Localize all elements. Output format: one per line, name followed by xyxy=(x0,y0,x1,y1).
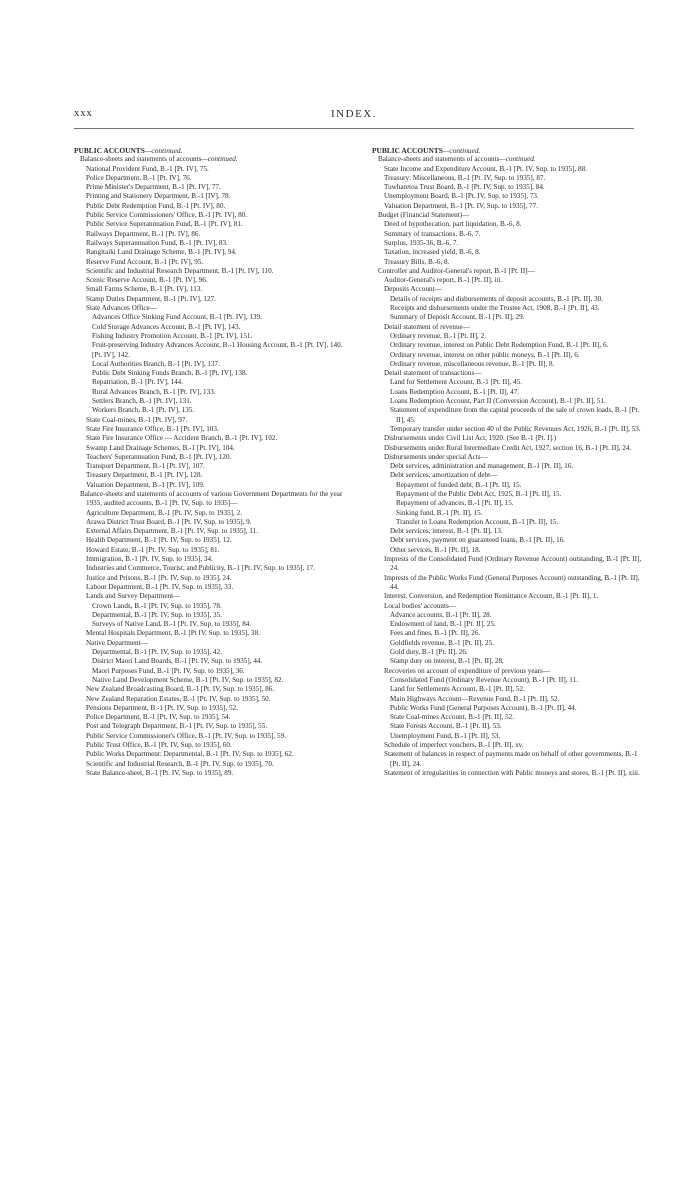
index-entry-text: Stamp duty on interest, B.-1 [Pt. II], 28. xyxy=(390,657,504,666)
index-entry xyxy=(372,295,642,304)
index-entry xyxy=(372,499,642,508)
index-entry xyxy=(372,676,642,685)
index-entry-text: Transfer to Loans Redemption Account, B.-1 [Pt. II], 15. xyxy=(396,517,559,526)
index-entry-text: Land for Settlement Account, B.-1 [Pt. II], 45. xyxy=(390,378,523,387)
index-entry-text: Statement of expenditure from the capital proceeds of the sale of crown loads, B.-1 [Pt. II], 45. xyxy=(390,406,640,424)
index-entry xyxy=(372,732,642,741)
index-entry xyxy=(74,332,344,341)
index-entry-text: PUBLIC ACCOUNTS xyxy=(74,146,145,155)
index-entry xyxy=(372,685,642,694)
index-entry xyxy=(372,397,642,406)
index-entry xyxy=(74,555,344,564)
index-entry-text: Printing and Stationery Department, B.-1 [IV], 78. xyxy=(86,192,231,201)
index-entry-text: State Income and Expenditure Account, B.-1 [Pt. IV, Sup. to 1935], 88. xyxy=(384,164,587,173)
index-entry-text: Public Debt Sinking Funds Branch, B.-1 [Pt. IV], 138. xyxy=(92,369,248,378)
index-entry-text: Fishing Industry Promotion Account, B.-1 [Pt. IV], 151. xyxy=(92,331,253,340)
index-entry-text: Controller and Auditor-General's report, B.-1 [Pt. II]— xyxy=(378,266,535,275)
index-entry xyxy=(74,620,344,629)
index-entry xyxy=(74,509,344,518)
index-entry-text: Ordinary revenue, B.-1 [Pt. II], 2. xyxy=(390,331,486,340)
index-entry-text: Native Department— xyxy=(86,638,148,647)
index-entry xyxy=(74,629,344,638)
index-entry-text: Disbursements under special Acts— xyxy=(384,452,488,461)
index-entry xyxy=(74,527,344,536)
index-entry xyxy=(74,685,344,694)
index-entry xyxy=(74,351,344,360)
index-entry-text: State Fire Insurance Office, B.-1 [Pt. IV], 103. xyxy=(86,424,219,433)
index-entry xyxy=(372,611,642,620)
index-entry xyxy=(372,192,642,201)
index-entry-text: Deposits Account— xyxy=(384,285,442,294)
index-entry-text: Repayment of funded debt, B.-1 [Pt. II], 15. xyxy=(396,480,522,489)
index-entry-text: PUBLIC ACCOUNTS xyxy=(372,146,443,155)
index-entry xyxy=(372,202,642,211)
index-entry xyxy=(74,769,344,778)
index-entry xyxy=(372,360,642,369)
index-entry xyxy=(74,583,344,592)
index-entry-text: Ordinary revenue, miscellaneous revenue, B.-1 [Pt. II], 8. xyxy=(390,359,555,368)
index-entry-text: Schedule of imperfect vouchers, B.-1 [Pt. II], xv. xyxy=(384,741,524,749)
index-entry-text: Unemployment Fund, B.-1 [Pt. II], 53. xyxy=(390,731,501,740)
index-entry-text: [Pt. IV], 142. xyxy=(92,350,130,359)
index-entry xyxy=(74,434,344,443)
index-entry xyxy=(74,267,344,276)
index-entry xyxy=(372,769,642,778)
index-entry-text: National Provident Fund, B.-1 [Pt. IV], 75. xyxy=(86,164,209,173)
index-entry xyxy=(372,285,642,294)
index-entry xyxy=(372,555,642,574)
index-entry-text: Endowment of land, B.-1 [Pt. II], 25. xyxy=(390,620,496,629)
index-entry xyxy=(74,183,344,192)
index-entry xyxy=(372,313,642,322)
index-entry xyxy=(74,722,344,731)
index-entry-text: Unemployment Board, B.-1 [Pt. IV, Sup. to 1935], 73. xyxy=(384,192,539,201)
index-entry xyxy=(372,267,642,276)
index-entry-text: Treasury: Miscellaneous, B.-1 [Pt. IV, Sup. to 1935], 87. xyxy=(384,173,546,182)
index-entry xyxy=(74,657,344,666)
index-heading xyxy=(372,146,642,155)
index-entry-text: Fruit-preserving Industry Advances Account, B.-1 Housing Account, B.-1 [Pt. IV], 140. xyxy=(92,341,343,350)
index-entry xyxy=(372,592,642,601)
continued-label: —continued. xyxy=(144,146,183,155)
index-entry-text: Local Authorities Branch, B.-1 [Pt. IV], 137. xyxy=(92,359,220,368)
index-entry-text: Repayment of advances, B.-1 [Pt. II], 15. xyxy=(396,499,514,508)
index-entry xyxy=(74,741,344,750)
index-entry xyxy=(74,211,344,220)
index-entry xyxy=(372,304,642,313)
index-entry xyxy=(74,462,344,471)
index-entry xyxy=(372,378,642,387)
index-entry xyxy=(74,732,344,741)
continued-label: —continued. xyxy=(442,146,481,155)
index-entry-text: Advances Office Sinking Fund Account, B.-1 [Pt. IV], 139. xyxy=(92,313,262,322)
index-entry xyxy=(372,155,642,164)
index-entry-text: Debt services, amortization of debt— xyxy=(390,471,498,480)
index-entry xyxy=(372,509,642,518)
index-entry-text: Balance-sheets and statements of accounts xyxy=(80,155,202,164)
index-entry-text: Valuation Department, B.-1 [Pt. IV, Sup. to 1935], 77. xyxy=(384,201,538,210)
index-entry xyxy=(74,295,344,304)
index-entry-text: Auditor-General's report, B.-1 [Pt. II], iii. xyxy=(384,276,503,285)
page-title: INDEX. xyxy=(331,108,377,120)
index-entry xyxy=(372,406,642,425)
index-entry-text: Detail statement of transactions— xyxy=(384,369,482,378)
index-entry-text: Prime Minister's Department, B.-1 [Pt. IV], 77. xyxy=(86,183,221,192)
index-entry xyxy=(74,546,344,555)
index-entry-text: Ordinary revenue, interest on Public Debt Redemption Fund, B.-1 [Pt. II], 6. xyxy=(390,341,609,350)
index-entry xyxy=(74,453,344,462)
index-entry xyxy=(74,397,344,406)
index-entry-text: State Coal-mines, B.-1 [Pt. IV], 97. xyxy=(86,415,188,424)
index-entry-text: Taxation, increased yield, B.-6, 8. xyxy=(384,248,481,257)
index-entry xyxy=(74,481,344,490)
index-entry xyxy=(372,388,642,397)
continued-label: —continued. xyxy=(499,155,536,164)
index-entry-text: Rural Advances Branch, B.-1 [Pt. IV], 133. xyxy=(92,387,216,396)
index-entry-text: Disbursements under Rural Intermediate Credit Act, 1927, section 16, B.-1 [Pt. II], 24. xyxy=(384,443,632,452)
index-entry xyxy=(74,202,344,211)
index-entry xyxy=(372,750,642,769)
index-entry xyxy=(372,629,642,638)
index-entry xyxy=(74,388,344,397)
index-entry xyxy=(74,323,344,332)
index-entry-text: Post and Telegraph Department, B.-1 [Pt. IV, Sup. to 1935], 55. xyxy=(86,722,268,731)
page-number: xxx xyxy=(74,108,93,119)
index-entry xyxy=(372,546,642,555)
index-entry xyxy=(372,490,642,499)
index-entry xyxy=(74,648,344,657)
index-entry xyxy=(74,760,344,769)
index-entry xyxy=(372,332,642,341)
index-heading xyxy=(74,146,344,155)
index-entry-text: Rangitaiki Land Drainage Scheme, B.-1 [Pt. IV], 94. xyxy=(86,248,237,257)
index-entry xyxy=(74,174,344,183)
index-entry-text: Advance accounts, B.-1 [Pt. II], 28. xyxy=(390,610,492,619)
index-entry-text: Statement of balances in respect of payments made on behalf of other governments, B.-1 [Pt. II], 24. xyxy=(384,750,638,768)
index-column-left xyxy=(74,146,344,778)
index-entry xyxy=(74,695,344,704)
index-entry-text: Summary of transactions, B.-6, 7. xyxy=(384,229,481,238)
index-entry xyxy=(372,527,642,536)
index-entry-text: Other services, B.-1 [Pt. II], 18. xyxy=(390,545,481,554)
index-entry-text: Arawa District Trust Board, B.-1 [Pt. IV, Sup. to 1935], 9. xyxy=(86,517,252,526)
index-entry-text: Railways Department, B.-1 [Pt. IV], 86. xyxy=(86,229,201,238)
index-entry xyxy=(372,536,642,545)
index-entry-text: Budget (Financial Statement)— xyxy=(378,211,470,220)
index-entry xyxy=(74,239,344,248)
index-entry-text: Native Land Development Scheme, B.-1 [Pt. IV, Sup. to 1935], 82. xyxy=(92,675,284,684)
index-entry-text: Disbursements under Civil List Act, 1920. (See B.-1 [Pt. I].) xyxy=(384,434,557,443)
index-entry-text: Balance-sheets and statements of accounts xyxy=(378,155,500,164)
index-entry-text: Reserve Fund Account, B.-1 [Pt. IV], 95. xyxy=(86,257,204,266)
index-entry-text: Imprests of the Public Works Fund (General Purposes Account) outstanding, B.-1 [Pt. II], 44. xyxy=(384,573,640,591)
index-entry xyxy=(372,667,642,676)
index-entry-text: Recoveries on account of expenditure of previous years— xyxy=(384,666,550,675)
index-entry xyxy=(372,276,642,285)
index-entry-text: Teachers' Superannuation Fund, B.-1 [Pt. IV], 120. xyxy=(86,452,232,461)
index-entry xyxy=(372,248,642,257)
index-entry xyxy=(372,211,642,220)
index-entry xyxy=(74,564,344,573)
index-entry xyxy=(372,722,642,731)
index-entry xyxy=(74,602,344,611)
index-entry xyxy=(74,369,344,378)
index-entry-text: State Advances Office— xyxy=(86,304,157,313)
index-entry xyxy=(372,341,642,350)
header-rule xyxy=(74,128,634,129)
index-entry-text: State Balance-sheet, B.-1 [Pt. IV, Sup. to 1935], 89. xyxy=(86,768,234,777)
index-entry xyxy=(74,258,344,267)
index-entry-text: Main Highways Account—Revenue Fund, B.-1 [Pt. II], 52. xyxy=(390,694,560,703)
index-entry xyxy=(372,369,642,378)
continued-label: —continued. xyxy=(201,155,238,164)
index-entry-text: Departmental, B.-1 [Pt. IV, Sup. to 1935], 42. xyxy=(92,648,222,657)
index-entry xyxy=(74,155,344,164)
index-entry-text: Debt services, administration and management, B.-1 [Pt. II], 16. xyxy=(390,462,574,471)
index-entry-text: Workers Branch, B.-1 [Pt. IV], 135. xyxy=(92,406,195,415)
index-entry-text: Swamp Land Drainage Schemes, B.-1 [Pt. IV], 104. xyxy=(86,443,235,452)
index-entry xyxy=(74,416,344,425)
index-entry xyxy=(74,192,344,201)
index-entry xyxy=(74,713,344,722)
index-entry-text: Ordinary revenue, interest on other public moneys, B.-1 [Pt. II], 6. xyxy=(390,350,580,359)
index-entry-text: Public Service Superannuation Fund, B.-1 [Pt. IV], 81. xyxy=(86,220,243,229)
index-entry xyxy=(372,462,642,471)
index-entry-text: Fees and fines, B.-1 [Pt. II], 26. xyxy=(390,629,481,638)
index-entry-text: Health Department, B.-1 [Pt. IV, Sup. to 1935], 12. xyxy=(86,536,232,545)
page-header xyxy=(74,108,634,124)
index-entry-text: Statement of irregularities in connection with Public moneys and stores, B.-1 [Pt. II], xiii. xyxy=(384,768,640,777)
index-entry xyxy=(372,230,642,239)
index-entry-text: Receipts and disbursements under the Trustee Act, 1908, B.-1 [Pt. II], 43. xyxy=(390,304,600,313)
index-entry xyxy=(74,667,344,676)
index-entry xyxy=(372,657,642,666)
index-entry xyxy=(74,639,344,648)
index-entry xyxy=(74,313,344,322)
index-entry-text: Mental Hospitals Department, B.-1 [Pt IV, Sup. to 1935], 38. xyxy=(86,629,260,638)
index-entry-text: Railways Superannuation Fund, B.-1 [Pt. IV], 83. xyxy=(86,238,228,247)
index-entry-text: Agriculture Department, B.-1 [Pt. IV, Sup. to 1935], 2. xyxy=(86,508,242,517)
index-entry-text: Public Debt Redemption Fund, B.-1 [Pt. IV], 80. xyxy=(86,201,226,210)
index-entry-text: Departmental, B.-1 [Pt. IV, Sup. to 1935], 35. xyxy=(92,610,222,619)
index-entry xyxy=(74,248,344,257)
index-entry xyxy=(372,444,642,453)
index-entry-text: District Maori Land Boards, B.-1 [Pt. IV, Sup. to 1935], 44. xyxy=(92,657,263,666)
index-entry xyxy=(372,174,642,183)
index-entry-text: Scientific and Industrial Research, B.-1 [Pt. IV, Sup. to 1935], 70. xyxy=(86,759,274,768)
index-entry xyxy=(372,165,642,174)
index-entry xyxy=(372,704,642,713)
index-entry xyxy=(74,471,344,480)
index-entry-text: Immigration, B.-1 [Pt. IV, Sup. to 1935], 34. xyxy=(86,555,213,564)
index-entry-text: Labour Department, B.-1 [Pt. IV, Sup. to 1935], 33. xyxy=(86,582,234,591)
index-entry-text: Debt services, interest, B.-1 [Pt. II], 13. xyxy=(390,527,503,536)
index-entry-text: Summary of Deposit Account, B.-1 [Pt. II], 29. xyxy=(390,313,525,322)
index-entry-text: Surveys of Native Land, B.-1 [Pt. IV, Sup. to 1935], 84. xyxy=(92,620,252,629)
index-entry-text: Maori Purposes Fund, B.-1 [Pt. IV, Sup. to 1935], 36. xyxy=(92,666,245,675)
index-entry-text: Industries and Commerce, Tourist, and Publicity, B.-1 [Pt. IV, Sup. to 1935], 17. xyxy=(86,564,316,573)
index-entry-text: Crown Lands, B.-1 [Pt. IV, Sup. to 1935], 78. xyxy=(92,601,222,610)
index-entry xyxy=(74,276,344,285)
index-entry-text: State Coal-mines Account, B.-1 [Pt. II], 52. xyxy=(390,713,514,722)
index-column-right xyxy=(372,146,642,778)
index-entry xyxy=(74,285,344,294)
index-entry xyxy=(74,536,344,545)
index-entry-text: Public Works Department: Departmental, B.-1 [Pt. IV, Sup. to 1935], 62. xyxy=(86,750,294,759)
index-entry xyxy=(372,602,642,611)
index-entry xyxy=(74,360,344,369)
index-entry xyxy=(372,258,642,267)
index-entry-text: Loans Redemption Account, B.-1 [Pt. II], 47. xyxy=(390,387,520,396)
index-entry xyxy=(372,639,642,648)
index-entry-text: Tuwharetoa Trust Board, B.-1 [Pt. IV, Sup. to 1935], 84. xyxy=(384,183,545,192)
index-entry xyxy=(372,620,642,629)
index-entry-text: Lands and Survey Department— xyxy=(86,592,181,601)
index-entry-text: Pensions Department, B.-1 [Pt. IV, Sup. to 1935], 52. xyxy=(86,703,238,712)
index-entry-text: Sinking fund, B.-1 [Pt. II], 15. xyxy=(396,508,483,517)
index-entry-text: Goldfields revenue, B.-1 [Pt. II], 25. xyxy=(390,638,494,647)
index-entry xyxy=(372,183,642,192)
index-entry-text: Small Farms Scheme, B.-1 [Pt. IV], 113. xyxy=(86,285,203,294)
index-entry-text: Details of receipts and disbursements of deposit accounts, B.-1 [Pt. II], 30. xyxy=(390,294,603,303)
index-entry-text: Local bodies' accounts— xyxy=(384,601,456,610)
index-entry-text: Public Trust Office, B.-1 [Pt. IV, Sup. to 1935], 60. xyxy=(86,741,232,749)
index-entry-text: Surplus, 1935-36, B.-6, 7. xyxy=(384,238,459,247)
index-entry-text: Debt services, payment on guaranteed loans, B.-1 [Pt. II], 16. xyxy=(390,536,566,545)
index-entry-text: New Zealand Reparation Estates, B.-1 [Pt. IV, Sup. to 1935], 50. xyxy=(86,694,271,703)
index-entry-text: State Forests Account, B.-1 [Pt. II], 53. xyxy=(390,722,502,731)
index-entry-text: Loans Redemption Account, Part II (Conversion Account), B.-1 [Pt. II], 51. xyxy=(390,397,606,406)
index-entry-text: Deed of hypothecation, part liquidation, B.-6, 8. xyxy=(384,220,522,229)
index-entry xyxy=(74,490,344,509)
index-entry-text: Interest, Conversion, and Redemption Remittance Account, B.-1 [Pt. II], 1. xyxy=(384,592,599,601)
index-entry xyxy=(74,611,344,620)
index-entry xyxy=(74,425,344,434)
index-entry xyxy=(74,704,344,713)
index-entry-text: Land for Settlements Account, B.-1 [Pt. II], 52. xyxy=(390,685,525,694)
index-entry-text: Treasury Bills, B.-6, 8. xyxy=(384,257,450,266)
index-entry xyxy=(372,713,642,722)
index-entry-text: Detail statement of revenue— xyxy=(384,322,470,331)
index-entry xyxy=(372,220,642,229)
index-entry xyxy=(74,676,344,685)
index-entry-text: Howard Estate, B.-1 [Pt. IV, Sup. to 1935], 81. xyxy=(86,545,220,554)
index-entry xyxy=(372,648,642,657)
index-entry-text: Treasury Department, B.-1 [Pt. IV], 128. xyxy=(86,471,203,480)
index-entry xyxy=(372,323,642,332)
index-entry-text: Scientific and Industrial Research Department, B.-1 [Pt. IV], 110. xyxy=(86,266,274,275)
index-entry-text: Police Department, B.-1 [Pt. IV], 76. xyxy=(86,173,192,182)
index-entry xyxy=(372,434,642,443)
index-entry-text: Justice and Prisons, B.-1 [Pt. IV, Sup. to 1935], 24. xyxy=(86,573,232,582)
index-entry-text: Settlers Branch, B.-1 [Pt. IV], 131. xyxy=(92,397,192,406)
index-entry-text: Balance-sheets and statements of accounts of various Government Departments for the year 1935, audited accounts, B.-1 [Pt. IV, Sup. to 1935]— xyxy=(80,489,343,508)
index-entry xyxy=(372,425,642,434)
index-entry xyxy=(74,518,344,527)
index-entry xyxy=(372,481,642,490)
index-entry-text: Cold Storage Advances Account, B.-1 [Pt. IV], 143. xyxy=(92,322,241,331)
index-entry xyxy=(372,471,642,480)
index-entry-text: Valuation Department, B.-1 [Pt. IV], 109. xyxy=(86,480,205,489)
index-entry xyxy=(372,453,642,462)
index-entry-text: Police Department, B.-1 [Pt. IV, Sup. to 1935], 54. xyxy=(86,713,231,722)
index-entry xyxy=(372,741,642,750)
index-entry xyxy=(372,351,642,360)
index-entry xyxy=(372,574,642,593)
index-entry xyxy=(74,592,344,601)
index-entry xyxy=(74,220,344,229)
index-entry-text: External Affairs Department, B.-1 [Pt. IV, Sup. to 1935], 11. xyxy=(86,527,259,536)
index-entry xyxy=(74,304,344,313)
index-entry xyxy=(372,695,642,704)
index-entry-text: Imprests of the Consolidated Fund (Ordinary Revenue Account) outstanding, B.-1 [Pt. II], 24. xyxy=(384,555,642,573)
index-entry-text: Transport Department, B.-1 [Pt. IV], 107. xyxy=(86,462,205,471)
index-entry xyxy=(74,341,344,350)
index-entry-text: Stamp Duties Department, B.-1 [Pt. IV], 127. xyxy=(86,294,216,303)
index-entry xyxy=(74,378,344,387)
index-entry-text: Temporary transfer under section 40 of the Public Revenues Act, 1926, B.-1 [Pt. II], 53. xyxy=(390,424,641,433)
index-entry-text: Consolidated Fund (Ordinary Revenue Account), B.-1 [Pt. II], 11. xyxy=(390,675,578,684)
index-entry-text: Public Service Commissioner's Office, B.-1 [Pt. IV, Sup. to 1935], 59. xyxy=(86,731,286,740)
index-entry xyxy=(74,750,344,759)
index-entry xyxy=(74,406,344,415)
index-entry-text: Public Service Commissioners' Office, B.-1 [Pt. IV], 80. xyxy=(86,211,248,220)
index-entry xyxy=(74,230,344,239)
index-entry xyxy=(74,574,344,583)
index-entry-text: Public Works Fund (General Purposes Account), B.-1 [Pt. II], 44. xyxy=(390,703,577,712)
index-entry xyxy=(74,444,344,453)
index-entry-text: New Zealand Broadcasting Board, B.-1 [Pt. IV, Sup. to 1935], 86. xyxy=(86,685,275,694)
index-entry-text: State Fire Insurance Office — Accident Branch, B.-1 [Pt. IV], 102. xyxy=(86,434,278,443)
index-entry xyxy=(372,518,642,527)
index-entry-text: Repayment of the Public Debt Act, 1925, B.-1 [Pt. II], 15. xyxy=(396,489,562,498)
index-entry xyxy=(74,165,344,174)
index-entry-text: Repatriation, B.-1 [Pt. IV], 144. xyxy=(92,378,184,387)
index-entry xyxy=(372,239,642,248)
index-entry-text: Gold duty, B.-1 [Pt. II], 26. xyxy=(390,648,468,657)
index-entry-text: Scenic Reserve Account, B.-1 [Pt. IV], 96. xyxy=(86,276,208,285)
